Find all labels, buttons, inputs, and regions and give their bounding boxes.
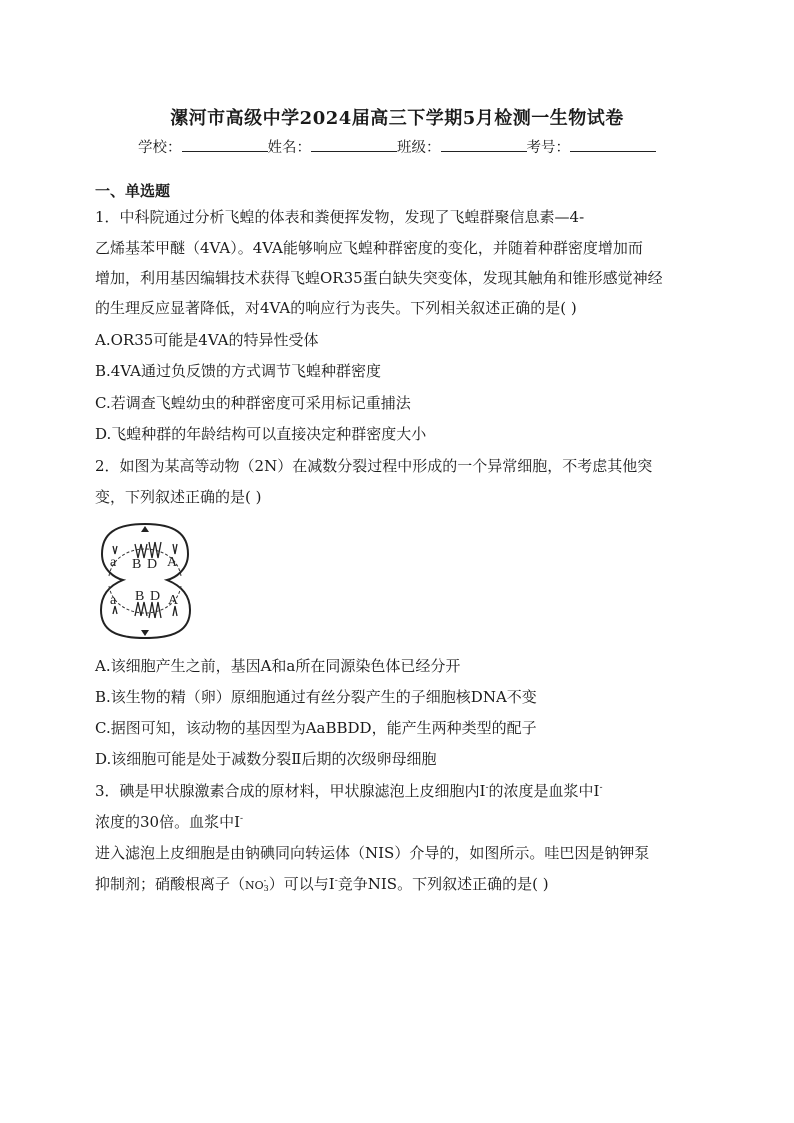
section-heading: 一、单选题: [95, 182, 171, 200]
q2-stem-line: 2．如图为某高等动物（2N）在减数分裂过程中形成的一个异常细胞，不考虑其他突: [95, 457, 653, 475]
name-blank: [311, 137, 397, 152]
exam-no-label: 考号：: [526, 140, 570, 156]
q1-stem-line: 的生理反应显著降低，对4VA的响应行为丧失。下列相关叙述正确的是( ): [95, 299, 577, 317]
nitrate-formula: NO: [245, 879, 264, 892]
q1-option-d: D.飞蝗种群的年龄结构可以直接决定种群密度大小: [95, 425, 427, 443]
name-label: 姓名：: [267, 140, 311, 156]
q3-text: ）可以与I: [268, 875, 335, 893]
superscript: -: [263, 876, 267, 885]
label-top-a: a: [110, 555, 117, 570]
superscript: -: [599, 783, 603, 793]
q1-option-c: C.若调查飞蝗幼虫的种群密度可采用标记重捕法: [95, 394, 411, 412]
q3-stem-line-3: 进入滤泡上皮细胞是由钠碘同向转运体（NIS）介导的，如图所示。哇巴因是钠钾泵: [95, 844, 650, 862]
centriole-bottom: [141, 630, 149, 636]
q3-text: 竞争NIS。下列叙述正确的是( ): [337, 875, 549, 893]
class-label: 班级：: [397, 140, 441, 156]
label-top-A: A: [167, 555, 178, 570]
label-top-b: B: [132, 557, 142, 572]
label-bottom-a: a: [110, 593, 117, 608]
label-bottom-d: D: [150, 589, 161, 604]
q3-stem-line-4: [95, 873, 549, 894]
q1-option-b: B.4VA通过负反馈的方式调节飞蝗种群密度: [95, 362, 381, 380]
label-bottom-A: A: [168, 593, 179, 608]
q2-option-d: D.该细胞可能是处于减数分裂Ⅱ后期的次级卵母细胞: [95, 750, 437, 768]
class-blank: [441, 137, 527, 152]
school-label: 学校：: [138, 140, 182, 156]
page-title: 漯河市高级中学2024届高三下学期5月检测一生物试卷: [170, 108, 624, 129]
q2-stem-line: 变，下列叙述正确的是( ): [95, 488, 262, 506]
q3-stem-line-2: [95, 811, 243, 832]
q3-text: 的浓度是血浆中I: [488, 782, 600, 800]
cell-membrane: [101, 524, 190, 638]
superscript: -: [240, 814, 244, 824]
cell-division-figure: [95, 518, 195, 642]
q2-option-a: A.该细胞产生之前，基因A和a所在同源染色体已经分开: [95, 657, 461, 675]
centriole-top: [141, 526, 149, 532]
q3-text: 3．碘是甲状腺激素合成的原材料，甲状腺滤泡上皮细胞内I: [95, 782, 486, 800]
q1-stem-line: 1．中科院通过分析飞蝗的体表和粪便挥发物，发现了飞蝗群聚信息素—4-: [95, 208, 585, 226]
school-blank: [182, 137, 268, 152]
student-info-line: [0, 136, 794, 157]
q3-text: 抑制剂；硝酸根离子（: [95, 875, 246, 893]
q1-stem-line: 乙烯基苯甲醚（4VA）。4VA能够响应飞蝗种群密度的变化，并随着种群密度增加而: [95, 239, 643, 257]
superscript: -: [334, 876, 338, 886]
superscript: -: [485, 783, 489, 793]
q3-text: 浓度的30倍。血浆中I: [95, 813, 241, 831]
q2-option-b: B.该生物的精（卵）原细胞通过有丝分裂产生的子细胞核DNA不变: [95, 688, 537, 706]
q1-option-a: A.OR35可能是4VA的特异性受体: [95, 331, 319, 349]
q2-option-c: C.据图可知，该动物的基因型为AaBBDD，能产生两种类型的配子: [95, 719, 537, 737]
subscript: 3: [263, 884, 269, 893]
exam-no-blank: [570, 137, 656, 152]
label-top-d: D: [147, 557, 158, 572]
q3-stem-line-1: [95, 780, 603, 801]
label-bottom-b: B: [135, 589, 145, 604]
q1-stem-line: 增加，利用基因编辑技术获得飞蝗OR35蛋白缺失突变体，发现其触角和锥形感觉神经: [95, 269, 663, 287]
